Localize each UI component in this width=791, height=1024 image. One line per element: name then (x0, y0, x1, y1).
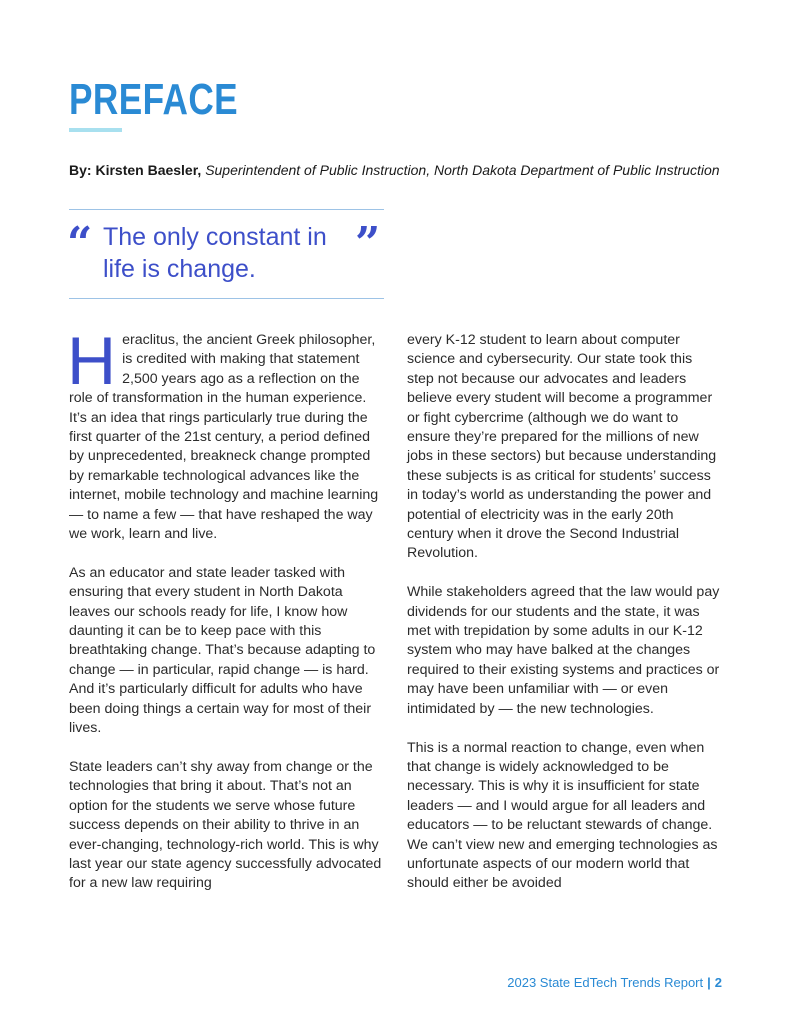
article-right-column (407, 331, 722, 913)
byline-prefix: By: (69, 162, 92, 178)
paragraph: This is a normal reaction to change, even when that change is widely acknowledged to be necessary. This is why it is insufficient for state leaders — and I would argue for all leaders and educators — to be reluctant stewards of change. We can’t view new and emerging technologies as unfortunate aspects of our modern world that should either be avoided (407, 739, 718, 892)
byline-author (69, 162, 201, 178)
pull-quote-top-rule (69, 209, 384, 210)
paragraph: As an educator and state leader tasked with ensuring that every student in North Dakota leaves our schools ready for life, I know how daunting it can be to keep pace with this breathtaking change. That’s because adapting to change — in particular, rapid change — is hard. And it’s particularly difficult for adults who have been doing things a certain way for most of their lives. (69, 564, 376, 737)
pull-quote-text: The only constant in life is change. (103, 223, 327, 283)
title-underline (69, 128, 122, 132)
pull-quote-bottom-rule (69, 298, 384, 299)
page-footer (507, 975, 722, 991)
drop-cap: H (67, 323, 117, 399)
byline-name: Kirsten Baesler, (95, 162, 202, 178)
paragraph-text: eraclitus, the ancient Greek philosopher, is credited with making that statement 2,500 years ago as a reflection on the role of transformation in the human experience. It’s an idea that rings particularly true during the first quarter of the 21st century, a period defined by unprecedented, breakneck change prompted by remarkable technological advances like the internet, mobile technology and machine learning — to name a few — that have reshaped the way we work, learn and live. (69, 332, 379, 543)
footer-separator: | (707, 975, 711, 990)
byline-role: Superintendent of Public Instruction, North Dakota Department of Public Instruction (205, 162, 720, 178)
paragraph: every K-12 student to learn about computer science and cybersecurity. Our state took this step not because our advocates and leaders believe every student will become a programmer or fight cybercrime (although we do want to ensure they’re prepared for the millions of new jobs in these sectors) but because understanding these subjects is as critical for students’ success in today’s world as understanding the power and potential of electricity was in the early 20th century when it drove the Second Industrial Revolution. (407, 332, 717, 562)
paragraph: State leaders can’t shy away from change or the technologies that bring it about. That’s not an option for the students we serve whose future success depends on their ability to thrive in an ever-changing, technology-rich world. This is why last year our state agency successfully advocated for a new law requiring (69, 758, 382, 892)
byline (69, 161, 749, 179)
article-left-column (67, 323, 384, 913)
close-quote-icon: ” (355, 218, 381, 269)
open-quote-icon: “ (67, 218, 93, 269)
paragraph (67, 323, 384, 544)
page-number: 2 (714, 975, 722, 990)
paragraph: While stakeholders agreed that the law would pay dividends for our students and the state, it was met with trepidation by some adults in our K-12 system who may have balked at the changes required to their existing systems and practices or may have been unfamiliar with — or even intimidated by — the new technologies. (407, 584, 720, 717)
page-title: PREFACE (69, 75, 239, 124)
footer-report-name: 2023 State EdTech Trends Report (507, 975, 704, 990)
